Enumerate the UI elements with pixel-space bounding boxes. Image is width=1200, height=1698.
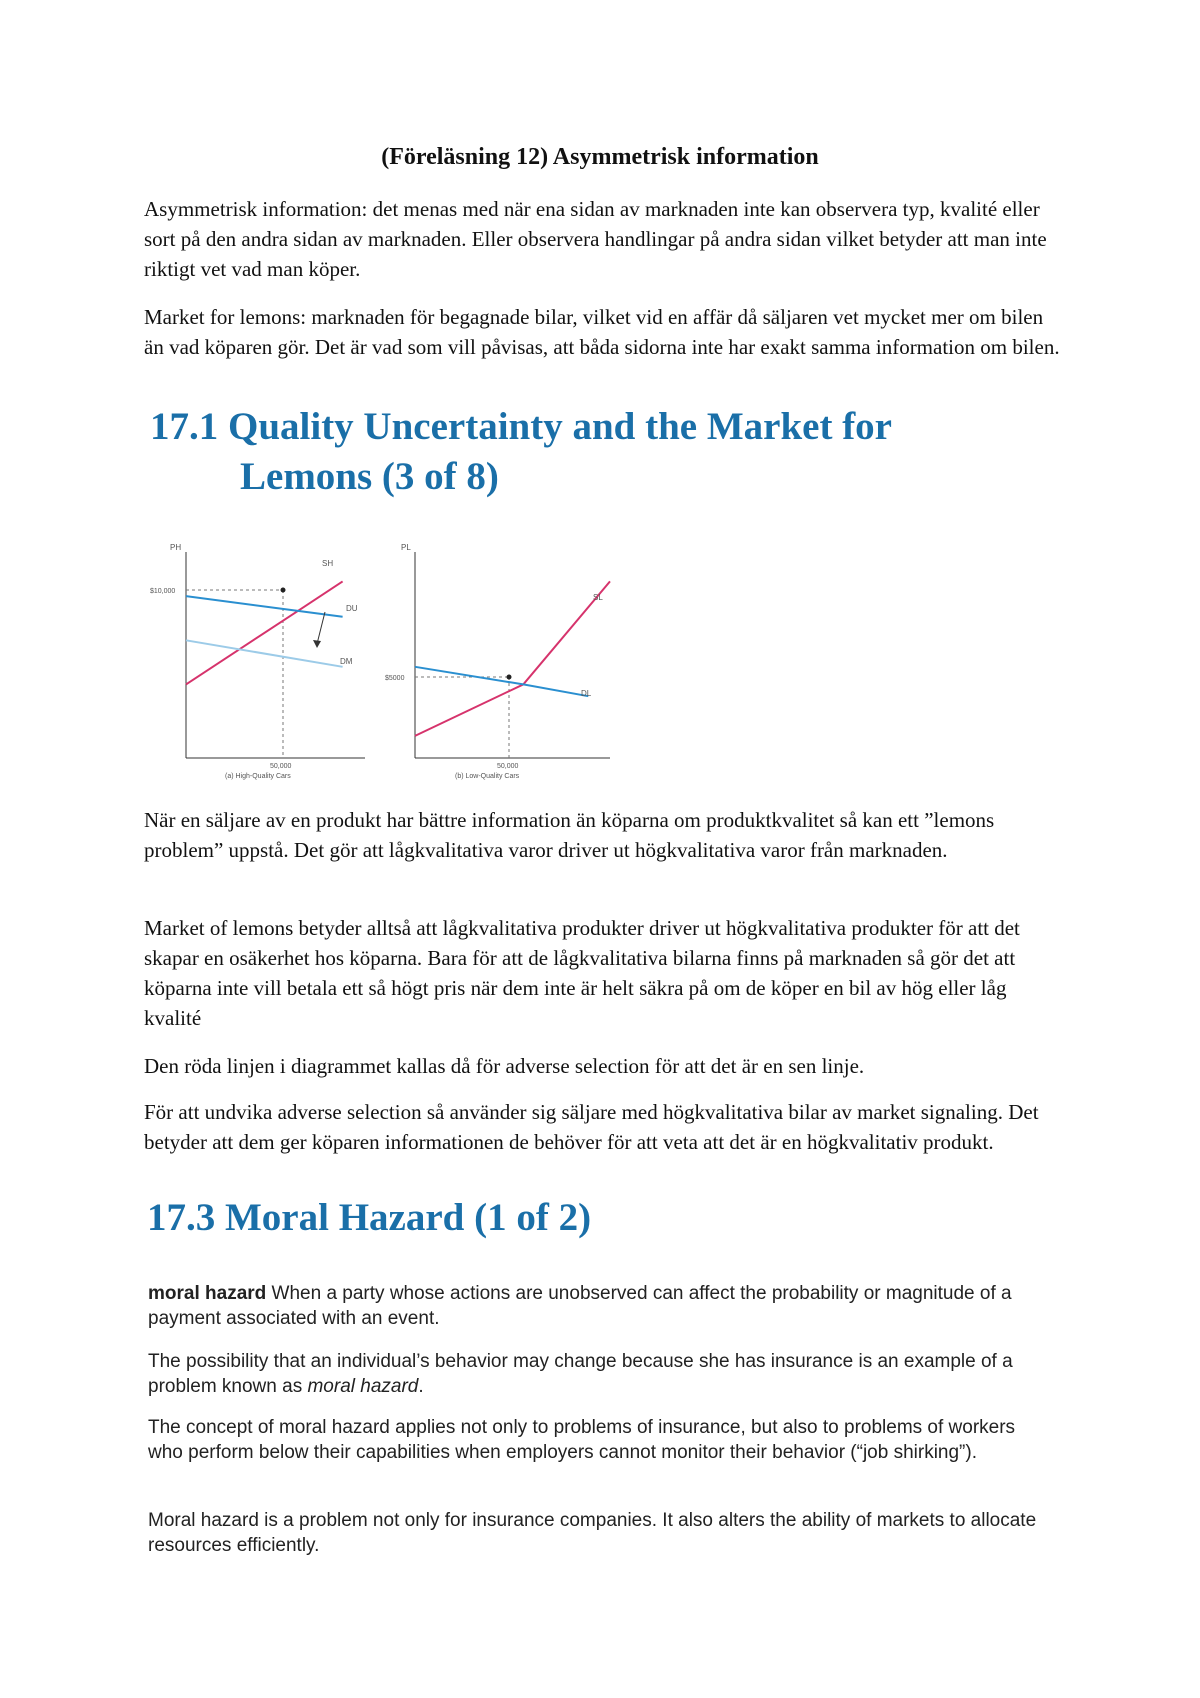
paragraph-adverse-selection: Den röda linjen i diagrammet kallas då för adverse selection för att det är en sen linje. — [144, 1054, 865, 1078]
slide-title-quality-uncertainty — [150, 402, 892, 502]
y-axis-label: PL — [401, 543, 411, 552]
y-tick-label: $5000 — [385, 675, 405, 682]
para1-end: . — [418, 1376, 424, 1397]
paragraph-lemons-problem: När en säljare av en produkt har bättre information än köparna om produktkvalitet så kan ett ”lemons problem” uppstå. Det gör att lågkvalitativa varor driver ut högkvalitativa varor från marknaden. — [144, 808, 995, 862]
y-axis-label: PH — [170, 543, 182, 552]
series-label-sl: SL — [593, 593, 603, 602]
shift-arrow-head — [313, 640, 321, 648]
series-label-dl: DL — [581, 689, 592, 698]
document-title: (Föreläsning 12) Asymmetrisk information — [381, 144, 819, 170]
chart-high-quality-cars — [150, 540, 370, 790]
series-label-dm: DM — [340, 657, 353, 666]
equilibrium-point — [281, 588, 286, 593]
shift-arrow — [317, 612, 325, 644]
moral-hazard-definition — [148, 1281, 1048, 1331]
definition-text: When a party whose actions are unobserved can affect the probability or magnitude of a payment associated with an event. — [148, 1283, 1012, 1329]
slide-title-line1: 17.1 Quality Uncertainty and the Market for — [150, 405, 892, 448]
paragraph-market-signaling: För att undvika adverse selection så använder sig säljare med högkvalitativa bilar av market signaling. Det betyder att dem ger köparen informationen de behöver för att veta att det är en högkvalitativ produkt. — [144, 1100, 1039, 1154]
chart-low-quality-cars — [385, 540, 615, 790]
x-tick-label: 50,000 — [497, 763, 519, 770]
x-tick-label: 50,000 — [270, 763, 292, 770]
demand-curve-dl — [415, 667, 588, 696]
definition-term: moral hazard — [148, 1283, 267, 1304]
moral-hazard-paragraph-3: Moral hazard is a problem not only for insurance companies. It also alters the ability of markets to allocate resources efficiently. — [148, 1510, 1037, 1556]
paragraph-asymmetric-info: Asymmetrisk information: det menas med när ena sidan av marknaden inte kan observera typ, kvalité eller sort på den andra sidan av marknaden. Eller observera handlingar på andra sidan vilket betyder att man inte riktigt vet vad man köper. — [144, 197, 1047, 281]
slide-title-line2: Lemons (3 of 8) — [240, 455, 499, 498]
demand-curve-du — [186, 596, 343, 617]
series-label-sh: SH — [322, 559, 334, 568]
moral-hazard-paragraph-2: The concept of moral hazard applies not only to problems of insurance, but also to problems of workers who perform below their capabilities when employers cannot monitor their behavior (“job shirking”). — [148, 1417, 1016, 1463]
paragraph-market-for-lemons: Market for lemons: marknaden för begagnade bilar, vilket vid en affär då säljaren vet mycket mer om bilen än vad köparen gör. Det är vad som vill påvisas, att båda sidorna inte har exakt samma information om bilen. — [144, 305, 1060, 359]
moral-hazard-paragraph-1 — [148, 1349, 1048, 1399]
series-label-du: DU — [346, 604, 358, 613]
equilibrium-point — [507, 675, 512, 680]
paragraph-market-of-lemons: Market of lemons betyder alltså att lågkvalitativa produkter driver ut högkvalitativa produkter för att det skapar en osäkerhet hos köparna. Bara för att de lågkvalitativa bilarna finns på marknaden så gör det att köparna inte vill betala ett så högt pris när dem inte är helt säkra på om de köper en bil av hög eller låg kvalité — [144, 916, 1020, 1030]
slide-title-moral-hazard: 17.3 Moral Hazard (1 of 2) — [147, 1196, 592, 1239]
supply-curve-sl — [415, 581, 610, 736]
para1-emphasis: moral hazard — [307, 1376, 419, 1397]
para1-text: The possibility that an individual’s behavior may change because she has insurance is an example of a problem known as — [148, 1351, 1013, 1397]
supply-curve-sh — [186, 581, 343, 684]
y-tick-label: $10,000 — [150, 588, 176, 595]
chart-caption: (a) High-Quality Cars — [225, 773, 291, 780]
chart-caption: (b) Low-Quality Cars — [455, 773, 520, 780]
